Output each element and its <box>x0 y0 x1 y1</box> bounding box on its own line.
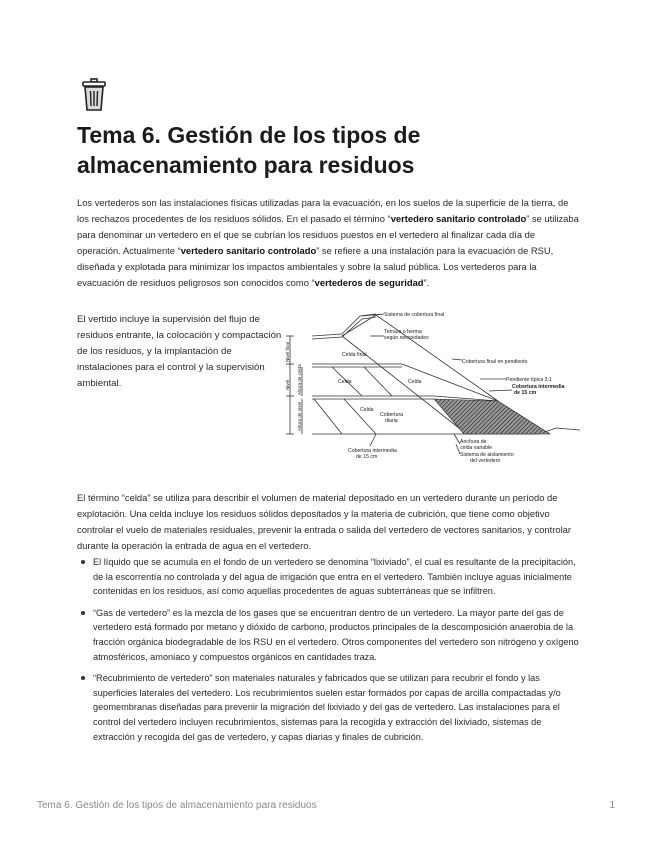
label-typical-slope: Pendiente típica 3:1 <box>506 377 552 383</box>
footer-title: Tema 6. Gestión de los tipos de almacenamiento para residuos <box>37 800 317 811</box>
label-cell-b: Celda <box>408 379 422 385</box>
label-intermediate-cover: Cobertura intermedia <box>512 384 565 390</box>
label-final-cell: Celda final <box>342 352 367 358</box>
label-daily-cover-2: diaria <box>385 418 398 424</box>
label-bottom-cover-2: de 15 cm <box>356 454 378 460</box>
label-daily-cover: Cobertura <box>380 412 404 418</box>
list-item: “Gas de vertedero” es la mezcla de los gases que se encuentran dentro de un vertedero. La mayor parte del gas de vertedero está formado por metano y dióxido de carbono, productos principales de la descomposición anaerobia de la fracción orgánica biodegradable de los RSU en el vertedero. Otros componentes del vertedero son nitrógeno y oxígeno atmosféricos, amoniaco y compuestos orgánicos en cantidades traza. <box>77 606 581 664</box>
label-isolation: Sistema de aislamiento <box>460 452 514 458</box>
trash-can-icon <box>82 78 106 112</box>
cell-definition-paragraph: El término “celda” se utiliza para describir el volumen de material depositado en un vertedero durante un período de explotación. Una celda incluye los residuos sólidos depositados y la materia de cubrición, que tiene como objetivo controlar el vuelo de materiales residuales, prevenir la entrada o salida del vertedero de vectores sanitarios, y controlar durante la operación la entrada de agua en el vertedero. <box>77 492 572 551</box>
label-terrace: Terraza o berma <box>384 329 422 335</box>
page-title: Tema 6. Gestión de los tipos de almacenamiento para residuos <box>77 122 421 178</box>
list-item: El líquido que se acumula en el fondo de un vertedero se denomina “lixiviado”, el cual es resultante de la precipitación, de la escorrentía no controlada y del agua de irrigación que entra en el vertedero. También incluye aguas inicialmente contenidas en los residuos, así como aquellas procedentes de aguas subterráneas que se infiltren. <box>77 555 581 599</box>
label-cell-width-2: celda variable <box>460 445 493 451</box>
label-cell-width: Anchura de <box>460 439 487 445</box>
label-cell-c: Celda <box>360 407 374 413</box>
definitions-list <box>77 555 581 751</box>
page-number: 1 <box>609 800 615 811</box>
label-cell-a: Celda <box>338 379 352 385</box>
label-level: Nivel <box>285 379 290 390</box>
label-terrace-2: según necesidades <box>384 335 429 341</box>
label-slope-cover: Cobertura final en pendiente <box>462 359 528 365</box>
label-final-level: Nivel final <box>285 342 290 362</box>
landfill-operation-paragraph: El vertido incluye la supervisión del flujo de residuos entrante, la colocación y compactación de los residuos, y la implantación de instalaciones para el control y la supervisión ambiental. <box>77 314 282 389</box>
list-item: “Recubrimiento de vertedero” son materiales naturales y fabricados que se utilizan para recubrir el fondo y las superficies laterales del vertedero. Los recubrimientos suelen estar formados por capas de arcilla compactadas y/o geomembranas diseñadas para prevenir la migración del lixiviado y del gas de vertedero. Las instalaciones para el control del vertedero incluyen recubrimientos, sistemas para la recogida y extracción del lixiviado, sistemas de extracción y recogida del gas de vertedero, y capas diarias y finales de cubrición. <box>77 671 581 744</box>
intro-paragraph: Los vertederos son las instalaciones físicas utilizadas para la evacuación, en los suelos de la superficie de la tierra, de los rechazos procedentes de los residuos sólidos. En el pasado el término “vertedero sanitario controlado” se utilizaba para denominar un vertedero en el que se cubrían los residuos puestos en el vertedero al finalizar cada día de operación. Actualmente “vertedero sanitario controlado” se refiere a una instalación para la evacuación de RSU, diseñada y explotada para minimizar los impactos ambientales y sobre la salud pública. Los vertederos para la evacuación de residuos peligrosos son conocidos como “vertederos de seguridad”. <box>77 197 579 288</box>
label-level-height: Altura de nivel <box>297 401 302 431</box>
label-bottom-cover: Cobertura intermedia <box>348 448 397 454</box>
label-cell-height: Altura de celda <box>297 364 302 395</box>
landfill-cross-section-diagram <box>284 306 580 470</box>
label-isolation-2: del vertedero <box>470 458 501 464</box>
label-intermediate-cover-2: de 15 cm <box>514 390 537 396</box>
label-final-cover: Sistema de cobertura final <box>384 312 445 318</box>
